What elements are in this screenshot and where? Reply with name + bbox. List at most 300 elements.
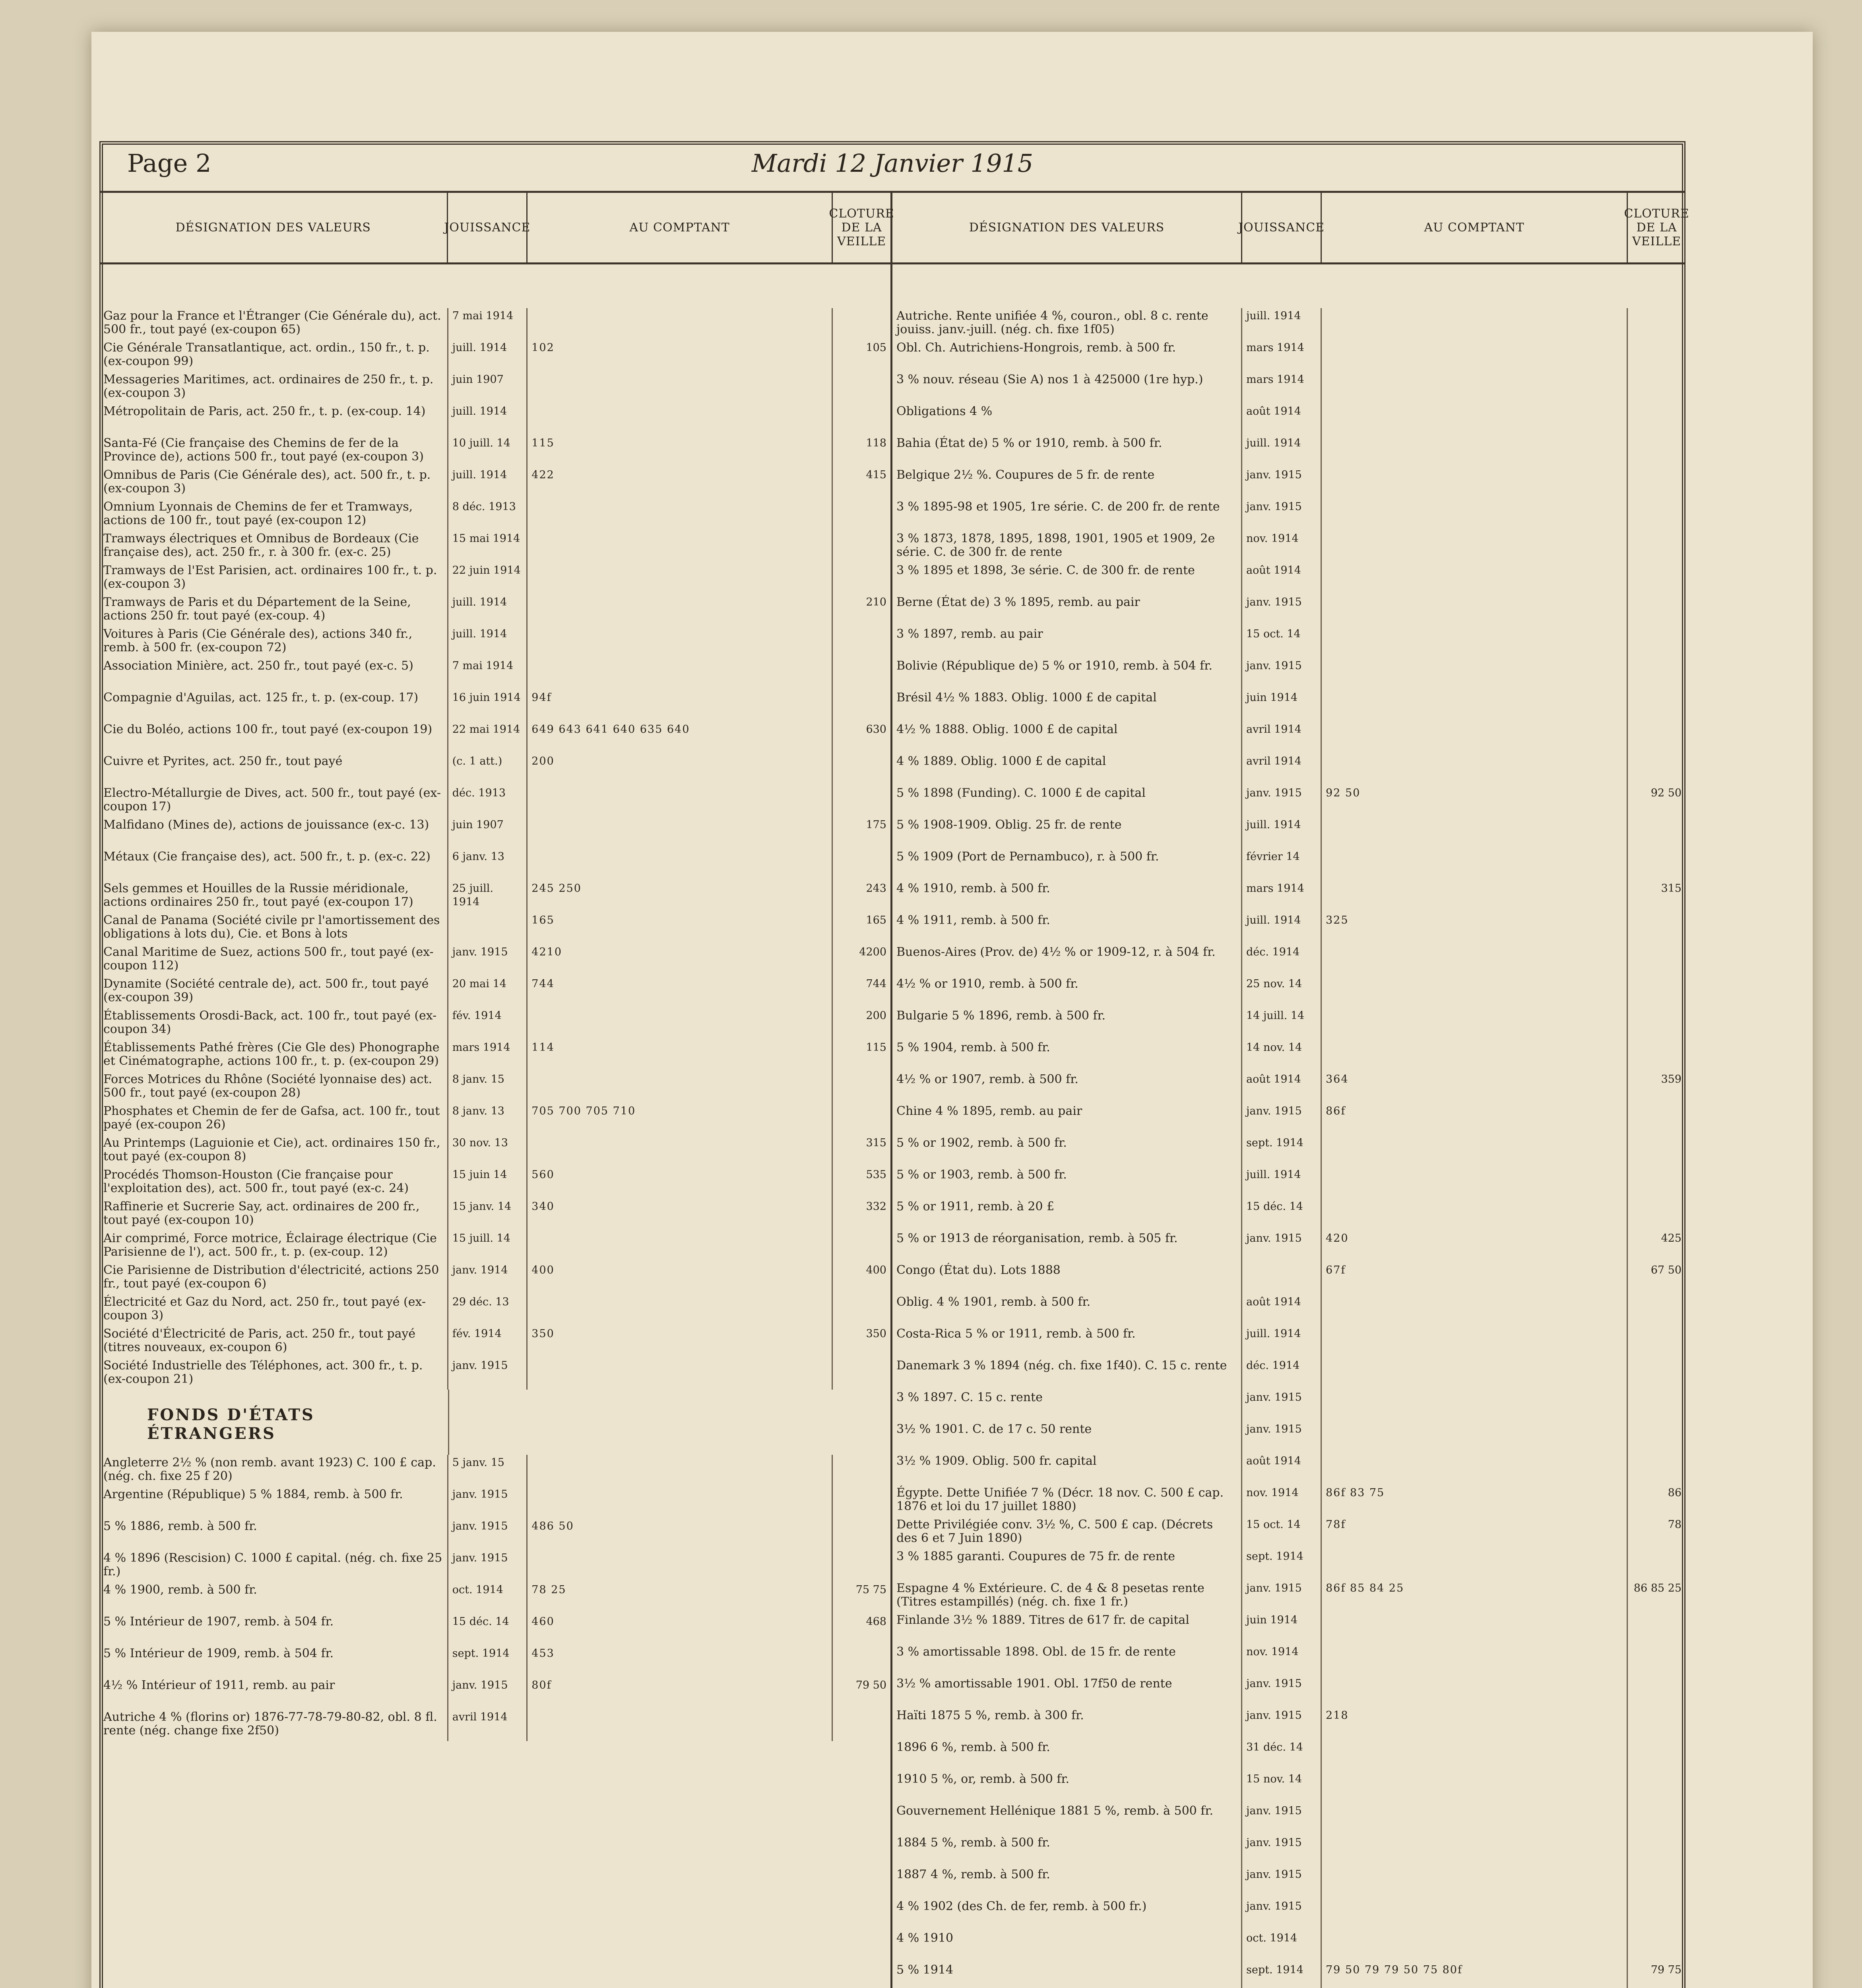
quotation-row <box>892 785 1685 817</box>
comptant-cell <box>1322 1040 1628 1072</box>
jouissance-cell: 22 juin 1914 <box>448 563 528 594</box>
quotation-row <box>892 1199 1685 1231</box>
designation-cell: Raffinerie et Sucrerie Say, act. ordinaires de 200 fr., tout payé (ex-coupon 10) <box>99 1199 448 1231</box>
quotation-row <box>892 1135 1685 1167</box>
designation-cell: 4½ % or 1907, remb. à 500 fr. <box>892 1072 1242 1103</box>
cloture-cell: 400 <box>866 1264 886 1276</box>
designation-cell: 1896 6 %, remb. à 500 fr. <box>892 1740 1242 1771</box>
comptant-cell: 78f <box>1322 1517 1628 1549</box>
cloture-cell <box>833 531 890 563</box>
cloture-cell <box>1628 817 1685 849</box>
quotation-row <box>99 849 890 881</box>
designation-cell: 3½ % 1901. C. de 17 c. 50 rente <box>892 1421 1242 1453</box>
designation-cell: 3½ % 1909. Oblig. 500 fr. capital <box>892 1453 1242 1485</box>
quotation-row <box>892 1262 1685 1294</box>
cloture-cell <box>1628 308 1685 340</box>
jouissance-cell: déc. 1914 <box>1242 1358 1322 1390</box>
designation-cell: 3 % 1895-98 et 1905, 1re série. C. de 200 fr. de rente <box>892 499 1242 531</box>
comptant-cell <box>1322 1358 1628 1390</box>
cloture-cell <box>1628 1167 1685 1199</box>
cloture-cell: 243 <box>866 882 886 895</box>
cloture-cell <box>1628 1294 1685 1326</box>
jouissance-cell: mars 1914 <box>448 1040 528 1072</box>
quotation-row <box>892 340 1685 372</box>
designation-cell: Sels gemmes et Houilles de la Russie méridionale, actions ordinaires 250 fr., tout payé (ex-coupon 17) <box>99 881 448 912</box>
jouissance-cell: janv. 1915 <box>1242 1708 1322 1740</box>
comptant-cell: 115 <box>528 435 833 467</box>
jouissance-cell: janv. 1915 <box>448 1550 528 1582</box>
cloture-cell <box>1628 1326 1685 1358</box>
jouissance-cell: juin 1907 <box>448 817 528 849</box>
cloture-cell <box>833 1550 890 1582</box>
jouissance-cell: sept. 1914 <box>1242 1549 1322 1580</box>
cloture-cell <box>833 372 890 404</box>
comptant-cell: 218 <box>1322 1708 1628 1740</box>
header-designation: DÉSIGNATION DES VALEURS <box>892 193 1242 262</box>
cloture-cell <box>1628 912 1685 944</box>
designation-cell: Procédés Thomson-Houston (Cie française pour l'exploitation des), act. 500 fr., tout payé (ex-c. 24) <box>99 1167 448 1199</box>
cloture-cell <box>1628 1835 1685 1867</box>
cloture-cell <box>833 690 890 722</box>
jouissance-cell: juill. 1914 <box>448 467 528 499</box>
designation-cell: Association Minière, act. 250 fr., tout payé (ex-c. 5) <box>99 658 448 690</box>
comptant-cell: 744 <box>528 976 833 1008</box>
designation-cell: Cuivre et Pyrites, act. 250 fr., tout payé <box>99 753 448 785</box>
section-title-foreign: FONDS D'ÉTATS ÉTRANGERS <box>99 1390 449 1455</box>
cloture-cell <box>1628 435 1685 467</box>
jouissance-cell: 15 déc. 14 <box>1242 1199 1322 1231</box>
jouissance-cell: janv. 1915 <box>1242 1390 1322 1421</box>
jouissance-cell: juill. 1914 <box>1242 1167 1322 1199</box>
jouissance-cell: août 1914 <box>1242 1453 1322 1485</box>
quotation-row <box>99 1072 890 1103</box>
quotation-row <box>99 1040 890 1072</box>
comptant-cell <box>1322 690 1628 722</box>
designation-cell: Bolivie (République de) 5 % or 1910, remb. à 504 fr. <box>892 658 1242 690</box>
jouissance-cell: mars 1914 <box>1242 340 1322 372</box>
comptant-cell <box>528 1358 833 1390</box>
quotation-row <box>99 722 890 753</box>
designation-cell: 5 % 1908-1909. Oblig. 25 fr. de rente <box>892 817 1242 849</box>
quotation-row <box>892 1294 1685 1326</box>
jouissance-cell: janv. 1915 <box>448 1518 528 1550</box>
cloture-cell <box>1628 976 1685 1008</box>
quotation-row <box>892 690 1685 722</box>
comptant-cell <box>1322 722 1628 753</box>
cloture-cell <box>1628 372 1685 404</box>
jouissance-cell: janv. 1915 <box>1242 1231 1322 1262</box>
comptant-cell: 560 <box>528 1167 833 1199</box>
quotation-row <box>99 976 890 1008</box>
designation-cell: Gaz pour la France et l'Étranger (Cie Générale du), act. 500 fr., tout payé (ex-coupon 65) <box>99 308 448 340</box>
comptant-cell <box>528 1135 833 1167</box>
quotation-row <box>892 1485 1685 1517</box>
quotation-row <box>892 1612 1685 1644</box>
jouissance-cell: 7 mai 1914 <box>448 308 528 340</box>
left-table-header <box>99 193 894 264</box>
jouissance-cell: juill. 1914 <box>448 340 528 372</box>
quotation-row <box>99 435 890 467</box>
quotation-row <box>892 753 1685 785</box>
quotation-row <box>892 817 1685 849</box>
cloture-cell <box>1628 944 1685 976</box>
header-cloture: CLOTURE DE LA VEILLE <box>1624 207 1689 248</box>
cloture-cell: 315 <box>866 1137 886 1149</box>
quotation-row <box>892 1008 1685 1040</box>
jouissance-cell: 6 janv. 13 <box>448 849 528 881</box>
designation-cell: 3 % amortissable 1898. Obl. de 15 fr. de rente <box>892 1644 1242 1676</box>
designation-cell: Métropolitain de Paris, act. 250 fr., t. p. (ex-coup. 14) <box>99 404 448 435</box>
cloture-cell <box>1628 1676 1685 1708</box>
comptant-cell: 486 50 <box>528 1518 833 1550</box>
quotation-row <box>892 722 1685 753</box>
comptant-cell: 350 <box>528 1326 833 1358</box>
cloture-cell <box>1628 1740 1685 1771</box>
comptant-cell <box>1322 1549 1628 1580</box>
cloture-cell <box>1628 626 1685 658</box>
designation-cell: Air comprimé, Force motrice, Éclairage électrique (Cie Parisienne de l'), act. 500 fr., t. p. (ex-coup. 12) <box>99 1231 448 1262</box>
designation-cell: Cie du Boléo, actions 100 fr., tout payé (ex-coupon 19) <box>99 722 448 753</box>
right-column <box>892 193 1689 1988</box>
designation-cell: 5 % Intérieur de 1909, remb. à 504 fr. <box>99 1646 448 1677</box>
cloture-cell: 79 50 <box>855 1679 886 1691</box>
quotation-row <box>892 849 1685 881</box>
designation-cell: Canal de Panama (Société civile pr l'amortissement des obligations à lots du), Cie. et Bons à lots <box>99 912 448 944</box>
designation-cell: Établissements Orosdi-Back, act. 100 fr., tout payé (ex-coupon 34) <box>99 1008 448 1040</box>
comptant-cell <box>1322 626 1628 658</box>
comptant-cell <box>1322 308 1628 340</box>
cloture-cell <box>1628 1040 1685 1072</box>
cloture-cell <box>1628 1771 1685 1803</box>
cloture-cell: 535 <box>866 1169 886 1181</box>
quotation-row <box>892 1390 1685 1421</box>
cloture-cell: 78 <box>1668 1518 1682 1531</box>
jouissance-cell: juin 1914 <box>1242 690 1322 722</box>
jouissance-cell: août 1914 <box>1242 563 1322 594</box>
cloture-cell <box>1628 1549 1685 1580</box>
cloture-cell <box>1628 658 1685 690</box>
cloture-cell <box>833 404 890 435</box>
comptant-cell <box>1322 1676 1628 1708</box>
cloture-cell <box>833 563 890 594</box>
designation-cell: Chine 4 % 1895, remb. au pair <box>892 1103 1242 1135</box>
designation-cell: Dynamite (Société centrale de), act. 500 fr., tout payé (ex-coupon 39) <box>99 976 448 1008</box>
jouissance-cell: nov. 1914 <box>1242 1644 1322 1676</box>
designation-cell: 4 % 1900, remb. à 500 fr. <box>99 1582 448 1614</box>
cloture-cell <box>833 785 890 817</box>
quotation-row <box>892 944 1685 976</box>
cloture-cell <box>1628 1390 1685 1421</box>
quotation-row <box>99 1294 890 1326</box>
comptant-cell <box>528 1008 833 1040</box>
quotation-table <box>99 191 1689 1988</box>
designation-cell: Phosphates et Chemin de fer de Gafsa, act. 100 fr., tout payé (ex-coupon 26) <box>99 1103 448 1135</box>
cloture-cell: 92 50 <box>1651 787 1682 799</box>
cloture-cell <box>833 1231 890 1262</box>
cloture-cell <box>833 849 890 881</box>
cloture-cell: 67 50 <box>1651 1264 1682 1276</box>
designation-cell: 4½ % or 1910, remb. à 500 fr. <box>892 976 1242 1008</box>
comptant-cell <box>528 531 833 563</box>
comptant-cell <box>528 594 833 626</box>
quotation-row <box>892 1326 1685 1358</box>
cloture-cell: 315 <box>1661 882 1682 895</box>
comptant-cell <box>1322 1390 1628 1421</box>
comptant-cell <box>528 1294 833 1326</box>
quotation-row <box>892 499 1685 531</box>
quotation-row <box>99 1167 890 1199</box>
jouissance-cell: janv. 1915 <box>1242 658 1322 690</box>
quotation-row <box>99 1518 890 1550</box>
cloture-cell <box>833 1103 890 1135</box>
jouissance-cell: nov. 1914 <box>1242 1485 1322 1517</box>
comptant-cell: 78 25 <box>528 1582 833 1614</box>
cloture-cell <box>833 499 890 531</box>
quotation-row <box>99 1008 890 1040</box>
jouissance-cell: juin 1907 <box>448 372 528 404</box>
cloture-cell: 200 <box>866 1010 886 1022</box>
designation-cell: Canal Maritime de Suez, actions 500 fr., tout payé (ex-coupon 112) <box>99 944 448 976</box>
jouissance-cell: janv. 1915 <box>1242 594 1322 626</box>
quotation-row <box>892 1072 1685 1103</box>
quotation-row <box>99 1614 890 1646</box>
designation-cell: Danemark 3 % 1894 (nég. ch. fixe 1f40). C. 15 c. rente <box>892 1358 1242 1390</box>
jouissance-cell: oct. 1914 <box>448 1582 528 1614</box>
quotation-row <box>892 1803 1685 1835</box>
comptant-cell: 102 <box>528 340 833 372</box>
designation-cell: Au Printemps (Laguionie et Cie), act. ordinaires 150 fr., tout payé (ex-coupon 8) <box>99 1135 448 1167</box>
quotation-row <box>892 435 1685 467</box>
quotation-row <box>99 404 890 435</box>
quotation-row <box>99 1582 890 1614</box>
jouissance-cell: 15 oct. 14 <box>1242 626 1322 658</box>
designation-cell: Métaux (Cie française des), act. 500 fr., t. p. (ex-c. 22) <box>99 849 448 881</box>
comptant-cell: 649 643 641 640 635 640 <box>528 722 833 753</box>
designation-cell: 5 % 1914 <box>892 1962 1242 1988</box>
jouissance-cell: 7 mai 1914 <box>448 658 528 690</box>
designation-cell: 5 % or 1902, remb. à 500 fr. <box>892 1135 1242 1167</box>
comptant-cell <box>528 1487 833 1518</box>
comptant-cell <box>1322 1294 1628 1326</box>
comptant-cell <box>1322 849 1628 881</box>
comptant-cell <box>528 563 833 594</box>
designation-cell: Santa-Fé (Cie française des Chemins de fer de la Province de), actions 500 fr., tout payé (ex-coupon 3) <box>99 435 448 467</box>
comptant-cell: 422 <box>528 467 833 499</box>
header-comptant: AU COMPTANT <box>1322 193 1628 262</box>
jouissance-cell: janv. 1915 <box>448 1677 528 1709</box>
designation-cell: 5 % or 1903, remb. à 500 fr. <box>892 1167 1242 1199</box>
comptant-cell <box>528 785 833 817</box>
cloture-cell <box>1628 340 1685 372</box>
designation-cell: Gouvernement Hellénique 1881 5 %, remb. à 500 fr. <box>892 1803 1242 1835</box>
cloture-cell <box>833 1646 890 1677</box>
cloture-cell: 468 <box>866 1615 886 1628</box>
quotation-row <box>892 1580 1685 1612</box>
jouissance-cell: mars 1914 <box>1242 881 1322 912</box>
jouissance-cell: avril 1914 <box>1242 722 1322 753</box>
quotation-row <box>99 1550 890 1582</box>
quotation-row <box>892 1867 1685 1899</box>
jouissance-cell: janv. 1914 <box>448 1262 528 1294</box>
cloture-cell <box>833 1358 890 1390</box>
quotation-row <box>99 1135 890 1167</box>
cloture-cell <box>1628 690 1685 722</box>
cloture-cell: 744 <box>866 978 886 990</box>
comptant-cell <box>1322 1421 1628 1453</box>
jouissance-cell: sept. 1914 <box>1242 1962 1322 1988</box>
cloture-cell <box>1628 1612 1685 1644</box>
jouissance-cell: août 1914 <box>1242 1294 1322 1326</box>
comptant-cell <box>1322 404 1628 435</box>
quotation-row <box>892 594 1685 626</box>
designation-cell: Electro-Métallurgie de Dives, act. 500 fr., tout payé (ex-coupon 17) <box>99 785 448 817</box>
designation-cell: 3½ % amortissable 1901. Obl. 17f50 de rente <box>892 1676 1242 1708</box>
comptant-cell <box>1322 976 1628 1008</box>
comptant-cell <box>1322 563 1628 594</box>
jouissance-cell: janv. 1915 <box>1242 785 1322 817</box>
quotation-row <box>99 1677 890 1709</box>
comptant-cell <box>1322 594 1628 626</box>
quotation-row <box>99 944 890 976</box>
jouissance-cell: juill. 1914 <box>1242 435 1322 467</box>
designation-cell: 5 % Intérieur de 1907, remb. à 504 fr. <box>99 1614 448 1646</box>
designation-cell: 1910 5 %, or, remb. à 500 fr. <box>892 1771 1242 1803</box>
comptant-cell <box>1322 1835 1628 1867</box>
designation-cell: Obl. Ch. Autrichiens-Hongrois, remb. à 500 fr. <box>892 340 1242 372</box>
cloture-cell <box>1628 722 1685 753</box>
comptant-cell: 79 50 79 79 50 75 80f <box>1322 1962 1628 1988</box>
comptant-cell <box>528 626 833 658</box>
jouissance-cell: avril 1914 <box>448 1709 528 1741</box>
quotation-row <box>892 1930 1685 1962</box>
jouissance-cell: 29 déc. 13 <box>448 1294 528 1326</box>
quotation-row <box>99 594 890 626</box>
designation-cell: Messageries Maritimes, act. ordinaires de 250 fr., t. p. (ex-coupon 3) <box>99 372 448 404</box>
quotation-row <box>892 1644 1685 1676</box>
cloture-cell: 105 <box>866 342 886 354</box>
quotation-row <box>892 1962 1685 1988</box>
cloture-cell <box>833 1518 890 1550</box>
jouissance-cell <box>1242 1262 1322 1294</box>
designation-cell: Tramways de l'Est Parisien, act. ordinaires 100 fr., t. p. (ex-coupon 3) <box>99 563 448 594</box>
jouissance-cell: mars 1914 <box>1242 372 1322 404</box>
cloture-cell <box>1628 1867 1685 1899</box>
quotation-row <box>99 817 890 849</box>
comptant-cell <box>528 372 833 404</box>
jouissance-cell: janv. 1915 <box>1242 1803 1322 1835</box>
cloture-cell <box>1628 1008 1685 1040</box>
quotation-row <box>892 1899 1685 1930</box>
comptant-cell: 114 <box>528 1040 833 1072</box>
designation-cell: 4½ % 1888. Oblig. 1000 £ de capital <box>892 722 1242 753</box>
jouissance-cell: sept. 1914 <box>448 1646 528 1677</box>
comptant-cell: 460 <box>528 1614 833 1646</box>
jouissance-cell: 14 juill. 14 <box>1242 1008 1322 1040</box>
quotation-row <box>99 1262 890 1294</box>
comptant-cell <box>1322 1644 1628 1676</box>
jouissance-cell: janv. 1915 <box>1242 1867 1322 1899</box>
quotation-row <box>892 1549 1685 1580</box>
designation-cell: Bahia (État de) 5 % or 1910, remb. à 500 fr. <box>892 435 1242 467</box>
quotation-row <box>99 1103 890 1135</box>
jouissance-cell: fév. 1914 <box>448 1008 528 1040</box>
quotation-row <box>99 531 890 563</box>
quotation-row <box>99 1709 890 1741</box>
quotation-row <box>892 976 1685 1008</box>
jouissance-cell: 22 mai 1914 <box>448 722 528 753</box>
quotation-row <box>99 467 890 499</box>
jouissance-cell: 20 mai 14 <box>448 976 528 1008</box>
comptant-cell: 4210 <box>528 944 833 976</box>
cloture-cell <box>833 1709 890 1741</box>
comptant-cell <box>1322 372 1628 404</box>
cloture-cell: 4200 <box>859 946 886 958</box>
designation-cell: 3 % 1897. C. 15 c. rente <box>892 1390 1242 1421</box>
quotation-row <box>892 1740 1685 1771</box>
comptant-cell: 86f <box>1322 1103 1628 1135</box>
quotation-row <box>892 563 1685 594</box>
jouissance-cell: janv. 1915 <box>448 1487 528 1518</box>
cloture-cell <box>833 1455 890 1487</box>
jouissance-cell: 14 nov. 14 <box>1242 1040 1322 1072</box>
jouissance-cell: 15 nov. 14 <box>1242 1771 1322 1803</box>
cloture-cell: 332 <box>866 1200 886 1213</box>
comptant-cell <box>1322 340 1628 372</box>
cloture-cell <box>1628 1899 1685 1930</box>
comptant-cell: 86f 83 75 <box>1322 1485 1628 1517</box>
cloture-cell <box>1628 1930 1685 1962</box>
quotation-row <box>892 372 1685 404</box>
designation-cell: 5 % 1886, remb. à 500 fr. <box>99 1518 448 1550</box>
jouissance-cell: 10 juill. 14 <box>448 435 528 467</box>
quotation-row <box>99 881 890 912</box>
designation-cell: Tramways électriques et Omnibus de Bordeaux (Cie française des), act. 250 fr., r. à 300 fr. (ex-c. 25) <box>99 531 448 563</box>
quotation-row <box>892 1771 1685 1803</box>
cloture-cell: 210 <box>866 596 886 608</box>
comptant-cell: 86f 85 84 25 <box>1322 1580 1628 1612</box>
quotation-row <box>892 1835 1685 1867</box>
cloture-cell: 165 <box>866 914 886 926</box>
comptant-cell <box>1322 881 1628 912</box>
quotation-row <box>892 881 1685 912</box>
comptant-cell: 420 <box>1322 1231 1628 1262</box>
comptant-cell <box>1322 1167 1628 1199</box>
quotation-row <box>892 1040 1685 1072</box>
jouissance-cell: 15 oct. 14 <box>1242 1517 1322 1549</box>
cloture-cell: 175 <box>866 819 886 831</box>
jouissance-cell: janv. 1915 <box>448 944 528 976</box>
header-comptant: AU COMPTANT <box>528 193 833 262</box>
jouissance-cell: juill. 1914 <box>448 404 528 435</box>
jouissance-cell: juill. 1914 <box>1242 912 1322 944</box>
cloture-cell <box>1628 849 1685 881</box>
cloture-cell <box>1628 594 1685 626</box>
comptant-cell <box>528 1231 833 1262</box>
designation-cell: Omnibus de Paris (Cie Générale des), act. 500 fr., t. p. (ex-coupon 3) <box>99 467 448 499</box>
quotation-row <box>99 308 890 340</box>
cloture-cell <box>1628 563 1685 594</box>
quotation-row <box>892 467 1685 499</box>
jouissance-cell: 8 déc. 1913 <box>448 499 528 531</box>
jouissance-cell: juill. 1914 <box>1242 817 1322 849</box>
quotation-row <box>892 1167 1685 1199</box>
comptant-cell <box>1322 658 1628 690</box>
designation-cell: Espagne 4 % Extérieure. C. de 4 & 8 pesetas rente (Titres estampillés) (nég. ch. fixe 1 fr.) <box>892 1580 1242 1612</box>
cloture-cell: 425 <box>1661 1232 1682 1244</box>
cloture-cell: 415 <box>866 469 886 481</box>
jouissance-cell: janv. 1915 <box>1242 1676 1322 1708</box>
comptant-cell <box>1322 1199 1628 1231</box>
